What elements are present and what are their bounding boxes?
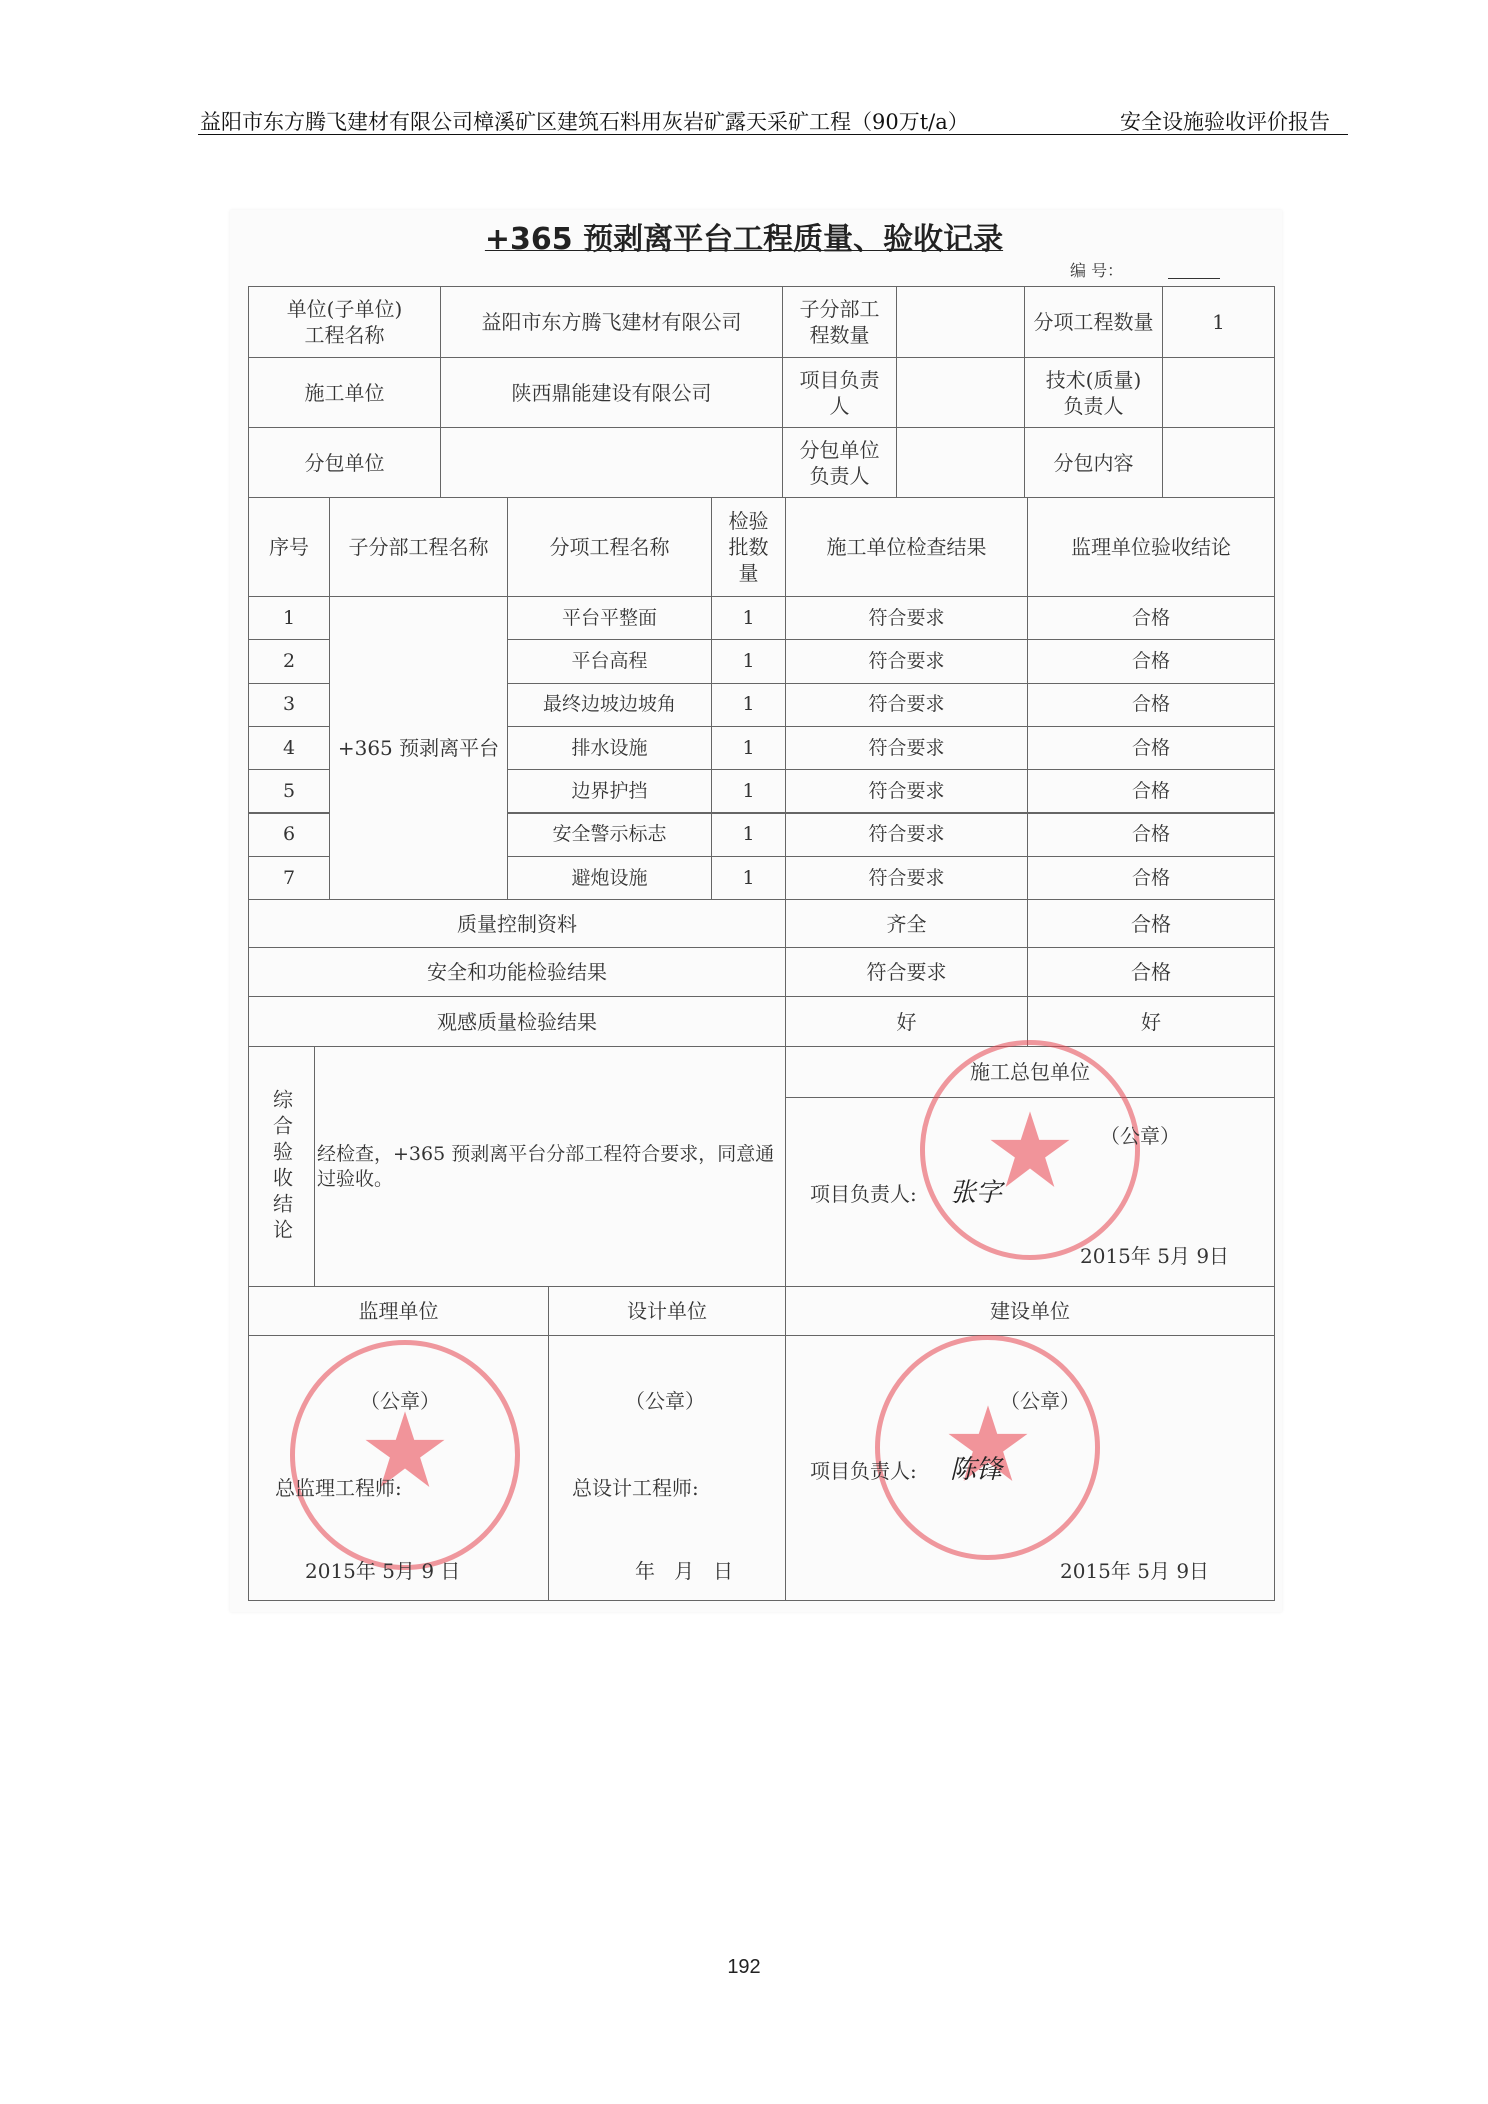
row-batch-count: 1 [711, 856, 786, 900]
subcontract-content-label: 分包内容 [1024, 427, 1163, 498]
item-count-value: 1 [1162, 286, 1275, 358]
col-header-batch-count: 检验批数量 [711, 497, 786, 597]
item-count-label: 分项工程数量 [1024, 286, 1163, 358]
row-no: 1 [248, 596, 330, 640]
row-supervisor-result: 合格 [1027, 639, 1275, 683]
pm-value [896, 357, 1025, 428]
number-label: 编 号： [1070, 261, 1124, 280]
sub-project-name: +365 预剥离平台 [329, 596, 508, 900]
row-batch-count: 1 [711, 683, 786, 727]
owner-date: 2015年 5月 9日 [1060, 1559, 1210, 1583]
summary-check: 符合要求 [785, 947, 1028, 997]
row-item-name: 安全警示标志 [507, 813, 712, 857]
tech-label: 技术(质量)负责人 [1024, 357, 1163, 428]
row-batch-count: 1 [711, 813, 786, 857]
row-batch-count: 1 [711, 726, 786, 770]
sub-count-value [896, 286, 1025, 358]
form-title: +365 预剥离平台工程质量、验收记录 [484, 222, 1004, 257]
owner-signature: 陈锋 [950, 1455, 1003, 1485]
supervisor-date: 2015年 5月 9 日 [305, 1559, 461, 1583]
summary-result: 好 [1027, 996, 1275, 1047]
row-supervisor-result: 合格 [1027, 813, 1275, 857]
row-supervisor-result: 合格 [1027, 856, 1275, 900]
header-left: 益阳市东方腾飞建材有限公司樟溪矿区建筑石料用灰岩矿露天采矿工程（90万t/a） [200, 110, 969, 134]
page-number: 192 [727, 1956, 761, 1978]
subcontract-content-value [1162, 427, 1275, 498]
row-contractor-check: 符合要求 [785, 596, 1028, 640]
general-contractor-date: 2015年 5月 9日 [1080, 1244, 1230, 1268]
row-contractor-check: 符合要求 [785, 813, 1028, 857]
summary-label: 质量控制资料 [248, 899, 786, 948]
conclusion-text: 经检查，+365 预剥离平台分部工程符合要求，同意通过验收。 [314, 1046, 786, 1287]
summary-result: 合格 [1027, 899, 1275, 948]
row-contractor-check: 符合要求 [785, 639, 1028, 683]
sub-count-label: 子分部工程数量 [782, 286, 897, 358]
designer-label: 设计单位 [548, 1286, 786, 1336]
pm-label: 项目负责人 [782, 357, 897, 428]
owner-seal: （公章） [1000, 1389, 1080, 1413]
supervisor-label: 监理单位 [248, 1286, 549, 1336]
number-blank [1168, 278, 1220, 279]
conclusion-label: 综合验收结论 [248, 1046, 315, 1287]
supervisor-signer: 总监理工程师: [275, 1476, 402, 1500]
owner-label: 建设单位 [785, 1286, 1275, 1336]
general-contractor-signer: 项目负责人: [810, 1182, 917, 1206]
subcontractor-value [440, 427, 783, 498]
general-contractor-label: 施工总包单位 [785, 1046, 1275, 1098]
row-supervisor-result: 合格 [1027, 769, 1275, 813]
row-batch-count: 1 [711, 596, 786, 640]
row-no: 2 [248, 639, 330, 683]
row-no: 7 [248, 856, 330, 900]
row-no: 6 [248, 813, 330, 857]
contractor-value: 陕西鼎能建设有限公司 [440, 357, 783, 428]
summary-label: 观感质量检验结果 [248, 996, 786, 1047]
supervisor-seal: （公章） [360, 1389, 440, 1413]
row-supervisor-result: 合格 [1027, 596, 1275, 640]
row-contractor-check: 符合要求 [785, 769, 1028, 813]
col-header-supervisor-result: 监理单位验收结论 [1027, 497, 1275, 597]
row-item-name: 避炮设施 [507, 856, 712, 900]
col-header-no: 序号 [248, 497, 330, 597]
row-item-name: 排水设施 [507, 726, 712, 770]
row-batch-count: 1 [711, 769, 786, 813]
designer-signer: 总设计工程师: [572, 1476, 699, 1500]
row-no: 5 [248, 769, 330, 813]
row-contractor-check: 符合要求 [785, 726, 1028, 770]
header-rule [198, 134, 1348, 135]
row-no: 3 [248, 683, 330, 727]
summary-label: 安全和功能检验结果 [248, 947, 786, 997]
row-item-name: 最终边坡边坡角 [507, 683, 712, 727]
unit-value: 益阳市东方腾飞建材有限公司 [440, 286, 783, 358]
col-header-contractor-check: 施工单位检查结果 [785, 497, 1028, 597]
summary-check: 齐全 [785, 899, 1028, 948]
row-supervisor-result: 合格 [1027, 683, 1275, 727]
header-right: 安全设施验收评价报告 [1120, 110, 1330, 134]
subcontractor-pm-label: 分包单位负责人 [782, 427, 897, 498]
row-item-name: 边界护挡 [507, 769, 712, 813]
contractor-label: 施工单位 [248, 357, 441, 428]
subcontractor-pm-value [896, 427, 1025, 498]
row-no: 4 [248, 726, 330, 770]
row-contractor-check: 符合要求 [785, 856, 1028, 900]
designer-date: 年 月 日 [635, 1559, 734, 1583]
summary-check: 好 [785, 996, 1028, 1047]
designer-seal: （公章） [625, 1389, 705, 1413]
summary-result: 合格 [1027, 947, 1275, 997]
tech-value [1162, 357, 1275, 428]
col-header-sub-project: 子分部工程名称 [329, 497, 508, 597]
general-contractor-signature: 张字 [950, 1178, 1003, 1208]
row-item-name: 平台平整面 [507, 596, 712, 640]
subcontractor-label: 分包单位 [248, 427, 441, 498]
row-supervisor-result: 合格 [1027, 726, 1275, 770]
unit-label: 单位(子单位) 工程名称 [248, 286, 441, 358]
general-contractor-seal: （公章） [1100, 1124, 1180, 1148]
owner-signer: 项目负责人: [810, 1459, 917, 1483]
row-batch-count: 1 [711, 639, 786, 683]
row-contractor-check: 符合要求 [785, 683, 1028, 727]
row-item-name: 平台高程 [507, 639, 712, 683]
col-header-item: 分项工程名称 [507, 497, 712, 597]
